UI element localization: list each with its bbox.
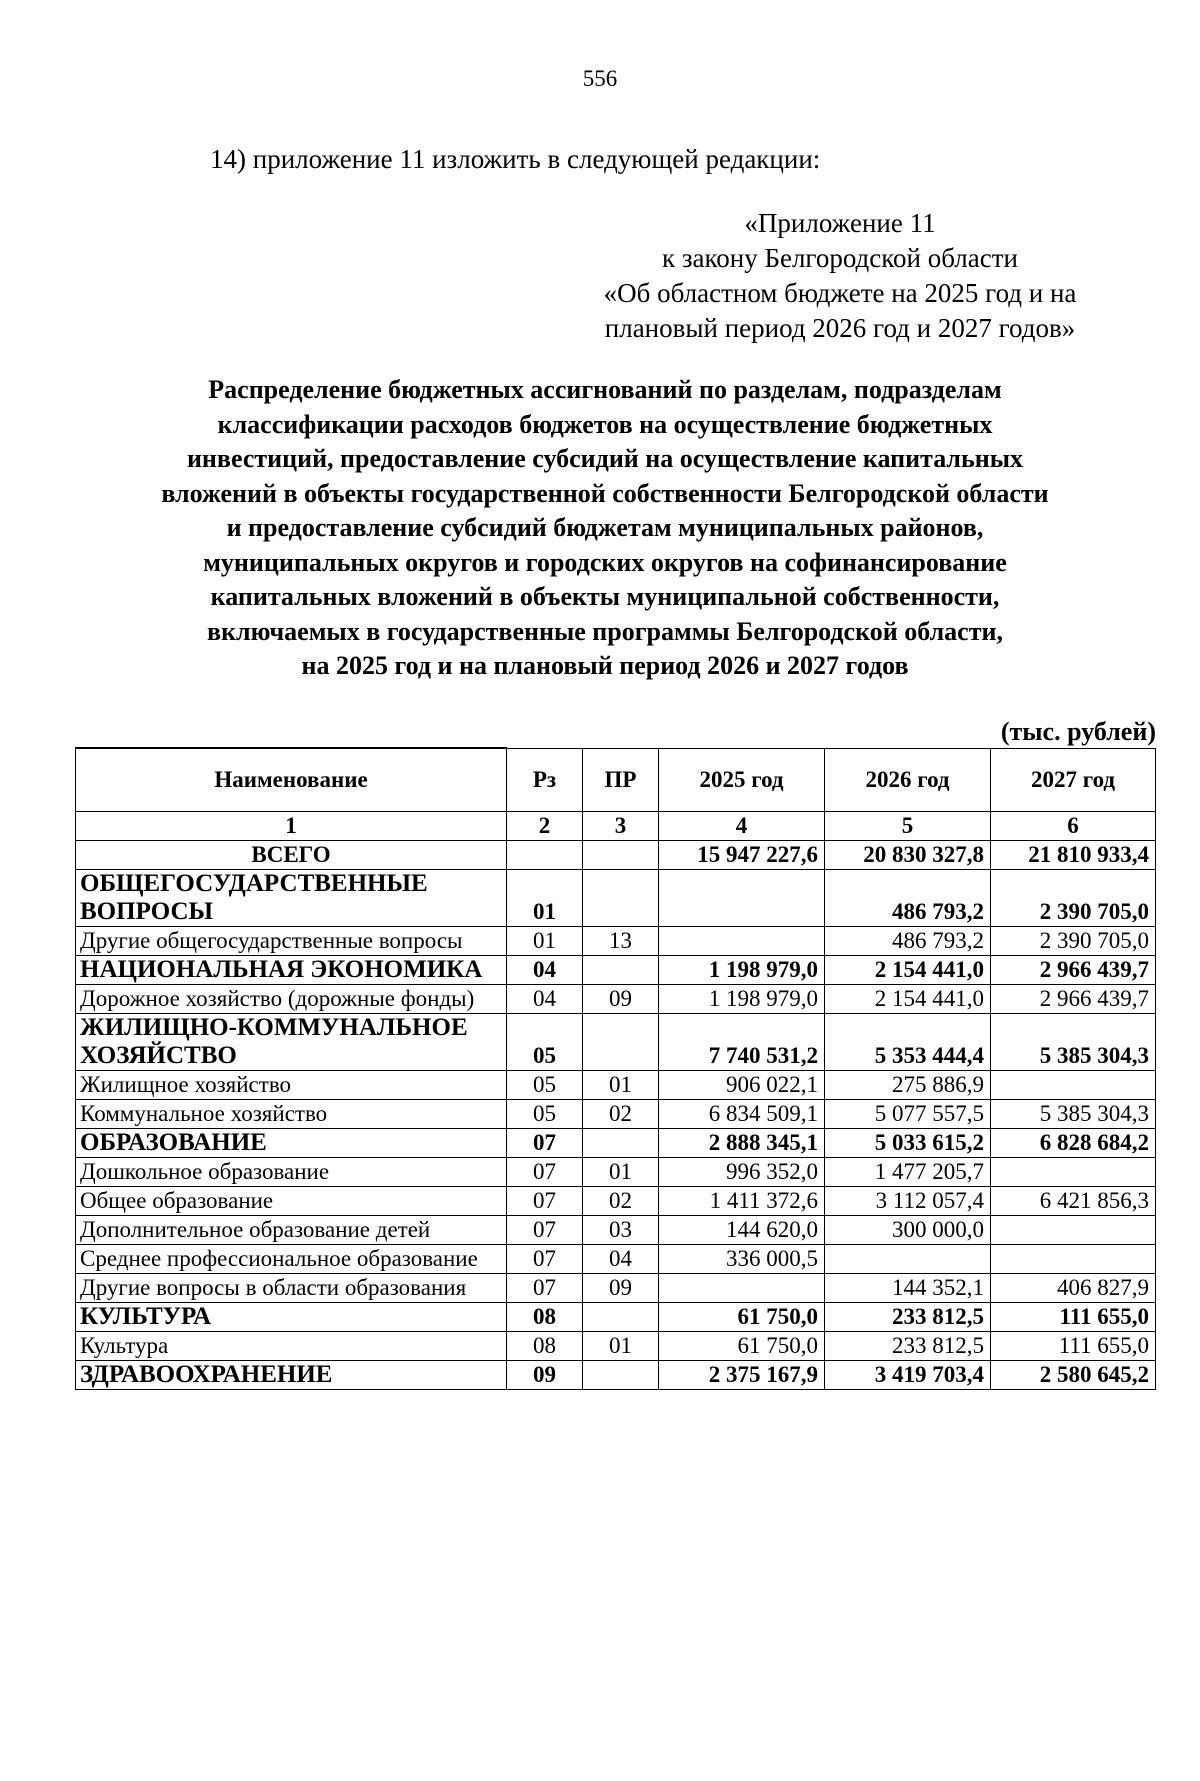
row-pr: [583, 1129, 659, 1158]
appendix-line: «Приложение 11: [744, 208, 936, 238]
row-rz: 05: [507, 1071, 583, 1100]
row-rz: 07: [507, 1245, 583, 1274]
table-row: [76, 841, 1156, 870]
row-2025: 144 620,0: [659, 1216, 825, 1245]
column-number: 3: [583, 812, 659, 841]
row-rz: 08: [507, 1332, 583, 1361]
row-2026: 486 793,2: [825, 927, 991, 956]
header-2025: 2025 год: [659, 748, 825, 812]
column-number: 6: [991, 812, 1156, 841]
row-pr: [583, 1361, 659, 1390]
row-rz: 01: [507, 870, 583, 927]
row-2026: 486 793,2: [825, 870, 991, 927]
title-line: муниципальных округов и городских округов на софинансирование: [203, 547, 1007, 577]
row-2026: 1 477 205,7: [825, 1158, 991, 1187]
budget-table: [75, 747, 1156, 1390]
table-row: [76, 927, 1156, 956]
row-name: Коммунальное хозяйство: [76, 1100, 507, 1129]
row-pr: 02: [583, 1100, 659, 1129]
column-number-row: [76, 812, 1156, 841]
column-number: 4: [659, 812, 825, 841]
page-number: 556: [582, 66, 618, 91]
row-2026: 275 886,9: [825, 1071, 991, 1100]
row-2026: 5 033 615,2: [825, 1129, 991, 1158]
column-number: 5: [825, 812, 991, 841]
appendix-line: к закону Белгородской области: [662, 243, 1018, 273]
row-2026: 5 353 444,4: [825, 1014, 991, 1071]
table-row: [76, 956, 1156, 985]
row-2027: 5 385 304,3: [991, 1100, 1156, 1129]
column-number: 2: [507, 812, 583, 841]
row-2027: 111 655,0: [991, 1303, 1156, 1332]
table-row: [76, 1071, 1156, 1100]
title-line: классификации расходов бюджетов на осуществление бюджетных: [217, 409, 993, 439]
row-pr: 01: [583, 1332, 659, 1361]
title-line: Распределение бюджетных ассигнований по разделам, подразделам: [208, 375, 1002, 404]
row-name: ВСЕГО: [76, 841, 507, 870]
appendix-line: плановый период 2026 год и 2027 годов»: [604, 313, 1076, 343]
row-rz: 08: [507, 1303, 583, 1332]
row-pr: [583, 1014, 659, 1071]
row-2025: 906 022,1: [659, 1071, 825, 1100]
row-2027: 21 810 933,4: [991, 841, 1156, 870]
row-rz: 01: [507, 927, 583, 956]
row-2026: 144 352,1: [825, 1274, 991, 1303]
row-name: НАЦИОНАЛЬНАЯ ЭКОНОМИКА: [76, 956, 507, 985]
row-2027: 2 966 439,7: [991, 956, 1156, 985]
row-pr: 01: [583, 1158, 659, 1187]
table-row: [76, 870, 1156, 927]
table-row: [76, 985, 1156, 1014]
header-rz: Рз: [507, 748, 583, 812]
row-2025: 1 411 372,6: [659, 1187, 825, 1216]
table-row: [76, 1187, 1156, 1216]
row-2026: 300 000,0: [825, 1216, 991, 1245]
row-pr: 02: [583, 1187, 659, 1216]
table-row: [76, 1158, 1156, 1187]
row-name: Другие общегосударственные вопросы: [76, 927, 507, 956]
row-pr: [583, 1303, 659, 1332]
row-rz: 09: [507, 1361, 583, 1390]
appendix-heading: [560, 206, 1120, 346]
table-row: [76, 1216, 1156, 1245]
title-line: включаемых в государственные программы Белгородской области,: [207, 616, 1003, 646]
row-2026: 20 830 327,8: [825, 841, 991, 870]
row-2025: 1 198 979,0: [659, 956, 825, 985]
title-line: вложений в объекты государственной собственности Белгородской области: [161, 478, 1049, 508]
row-2027: [991, 1216, 1156, 1245]
header-name: Наименование: [76, 748, 507, 812]
row-2026: 3 112 057,4: [825, 1187, 991, 1216]
instruction-text: 14) приложение 11 изложить в следующей редакции:: [210, 144, 821, 174]
row-name: Жилищное хозяйство: [76, 1071, 507, 1100]
row-2025: [659, 927, 825, 956]
row-name: ЗДРАВООХРАНЕНИЕ: [76, 1361, 507, 1390]
row-name: Среднее профессиональное образование: [76, 1245, 507, 1274]
row-2025: [659, 870, 825, 927]
row-rz: 04: [507, 956, 583, 985]
row-rz: 07: [507, 1187, 583, 1216]
row-2027: 406 827,9: [991, 1274, 1156, 1303]
row-2027: 2 390 705,0: [991, 927, 1156, 956]
row-2026: 5 077 557,5: [825, 1100, 991, 1129]
row-name: КУЛЬТУРА: [76, 1303, 507, 1332]
row-rz: 07: [507, 1216, 583, 1245]
row-pr: 04: [583, 1245, 659, 1274]
table-row: [76, 1361, 1156, 1390]
row-name: Дошкольное образование: [76, 1158, 507, 1187]
table-row: [76, 1274, 1156, 1303]
table-row: [76, 1245, 1156, 1274]
document-title: [80, 373, 1130, 684]
table-row: [76, 1332, 1156, 1361]
appendix-line: «Об областном бюджете на 2025 год и на: [603, 278, 1077, 308]
row-rz: 05: [507, 1014, 583, 1071]
row-2025: 61 750,0: [659, 1303, 825, 1332]
header-2026: 2026 год: [825, 748, 991, 812]
row-pr: [583, 841, 659, 870]
row-pr: 09: [583, 1274, 659, 1303]
row-rz: 05: [507, 1100, 583, 1129]
row-pr: [583, 956, 659, 985]
row-rz: 07: [507, 1158, 583, 1187]
row-2025: 2 888 345,1: [659, 1129, 825, 1158]
row-name: Общее образование: [76, 1187, 507, 1216]
row-name: Дополнительное образование детей: [76, 1216, 507, 1245]
table-row: [76, 1129, 1156, 1158]
row-2027: 2 966 439,7: [991, 985, 1156, 1014]
row-pr: [583, 870, 659, 927]
row-2027: 2 580 645,2: [991, 1361, 1156, 1390]
row-pr: 09: [583, 985, 659, 1014]
title-line: на 2025 год и на плановый период 2026 и 2027 годов: [301, 651, 909, 680]
row-pr: 03: [583, 1216, 659, 1245]
row-2025: 15 947 227,6: [659, 841, 825, 870]
table-header-row: [76, 748, 1156, 812]
table-row: [76, 1100, 1156, 1129]
row-name: Дорожное хозяйство (дорожные фонды): [76, 985, 507, 1014]
table-body: [76, 812, 1156, 1390]
row-2027: 2 390 705,0: [991, 870, 1156, 927]
title-line: и предоставление субсидий бюджетам муниципальных районов,: [226, 513, 984, 542]
row-name: ЖИЛИЩНО-КОММУНАЛЬНОЕ ХОЗЯЙСТВО: [76, 1014, 507, 1071]
row-2027: [991, 1158, 1156, 1187]
row-rz: 07: [507, 1129, 583, 1158]
row-2025: 6 834 509,1: [659, 1100, 825, 1129]
table-row: [76, 1303, 1156, 1332]
row-name: ОБРАЗОВАНИЕ: [76, 1129, 507, 1158]
row-2027: 111 655,0: [991, 1332, 1156, 1361]
row-2025: 1 198 979,0: [659, 985, 825, 1014]
row-2026: 233 812,5: [825, 1303, 991, 1332]
row-name: ОБЩЕГОСУДАРСТВЕННЫЕ ВОПРОСЫ: [76, 870, 507, 927]
row-2025: 336 000,5: [659, 1245, 825, 1274]
row-2025: 996 352,0: [659, 1158, 825, 1187]
header-2027: 2027 год: [991, 748, 1156, 812]
title-line: инвестиций, предоставление субсидий на осуществление капитальных: [186, 444, 1024, 473]
units-label: (тыс. рублей): [1000, 717, 1156, 746]
row-2025: [659, 1274, 825, 1303]
row-2025: 2 375 167,9: [659, 1361, 825, 1390]
title-line: капитальных вложений в объекты муниципальной собственности,: [210, 582, 1000, 611]
row-2027: [991, 1071, 1156, 1100]
row-2027: 6 828 684,2: [991, 1129, 1156, 1158]
row-2026: 233 812,5: [825, 1332, 991, 1361]
row-2027: 5 385 304,3: [991, 1014, 1156, 1071]
row-pr: 01: [583, 1071, 659, 1100]
row-2025: 7 740 531,2: [659, 1014, 825, 1071]
row-2026: [825, 1245, 991, 1274]
row-2026: 2 154 441,0: [825, 985, 991, 1014]
row-2026: 2 154 441,0: [825, 956, 991, 985]
row-2025: 61 750,0: [659, 1332, 825, 1361]
row-name: Культура: [76, 1332, 507, 1361]
row-rz: [507, 841, 583, 870]
header-pr: ПР: [583, 748, 659, 812]
row-rz: 07: [507, 1274, 583, 1303]
table-row: [76, 1014, 1156, 1071]
column-number: 1: [76, 812, 507, 841]
row-pr: 13: [583, 927, 659, 956]
row-name: Другие вопросы в области образования: [76, 1274, 507, 1303]
row-2027: 6 421 856,3: [991, 1187, 1156, 1216]
row-2026: 3 419 703,4: [825, 1361, 991, 1390]
row-rz: 04: [507, 985, 583, 1014]
row-2027: [991, 1245, 1156, 1274]
